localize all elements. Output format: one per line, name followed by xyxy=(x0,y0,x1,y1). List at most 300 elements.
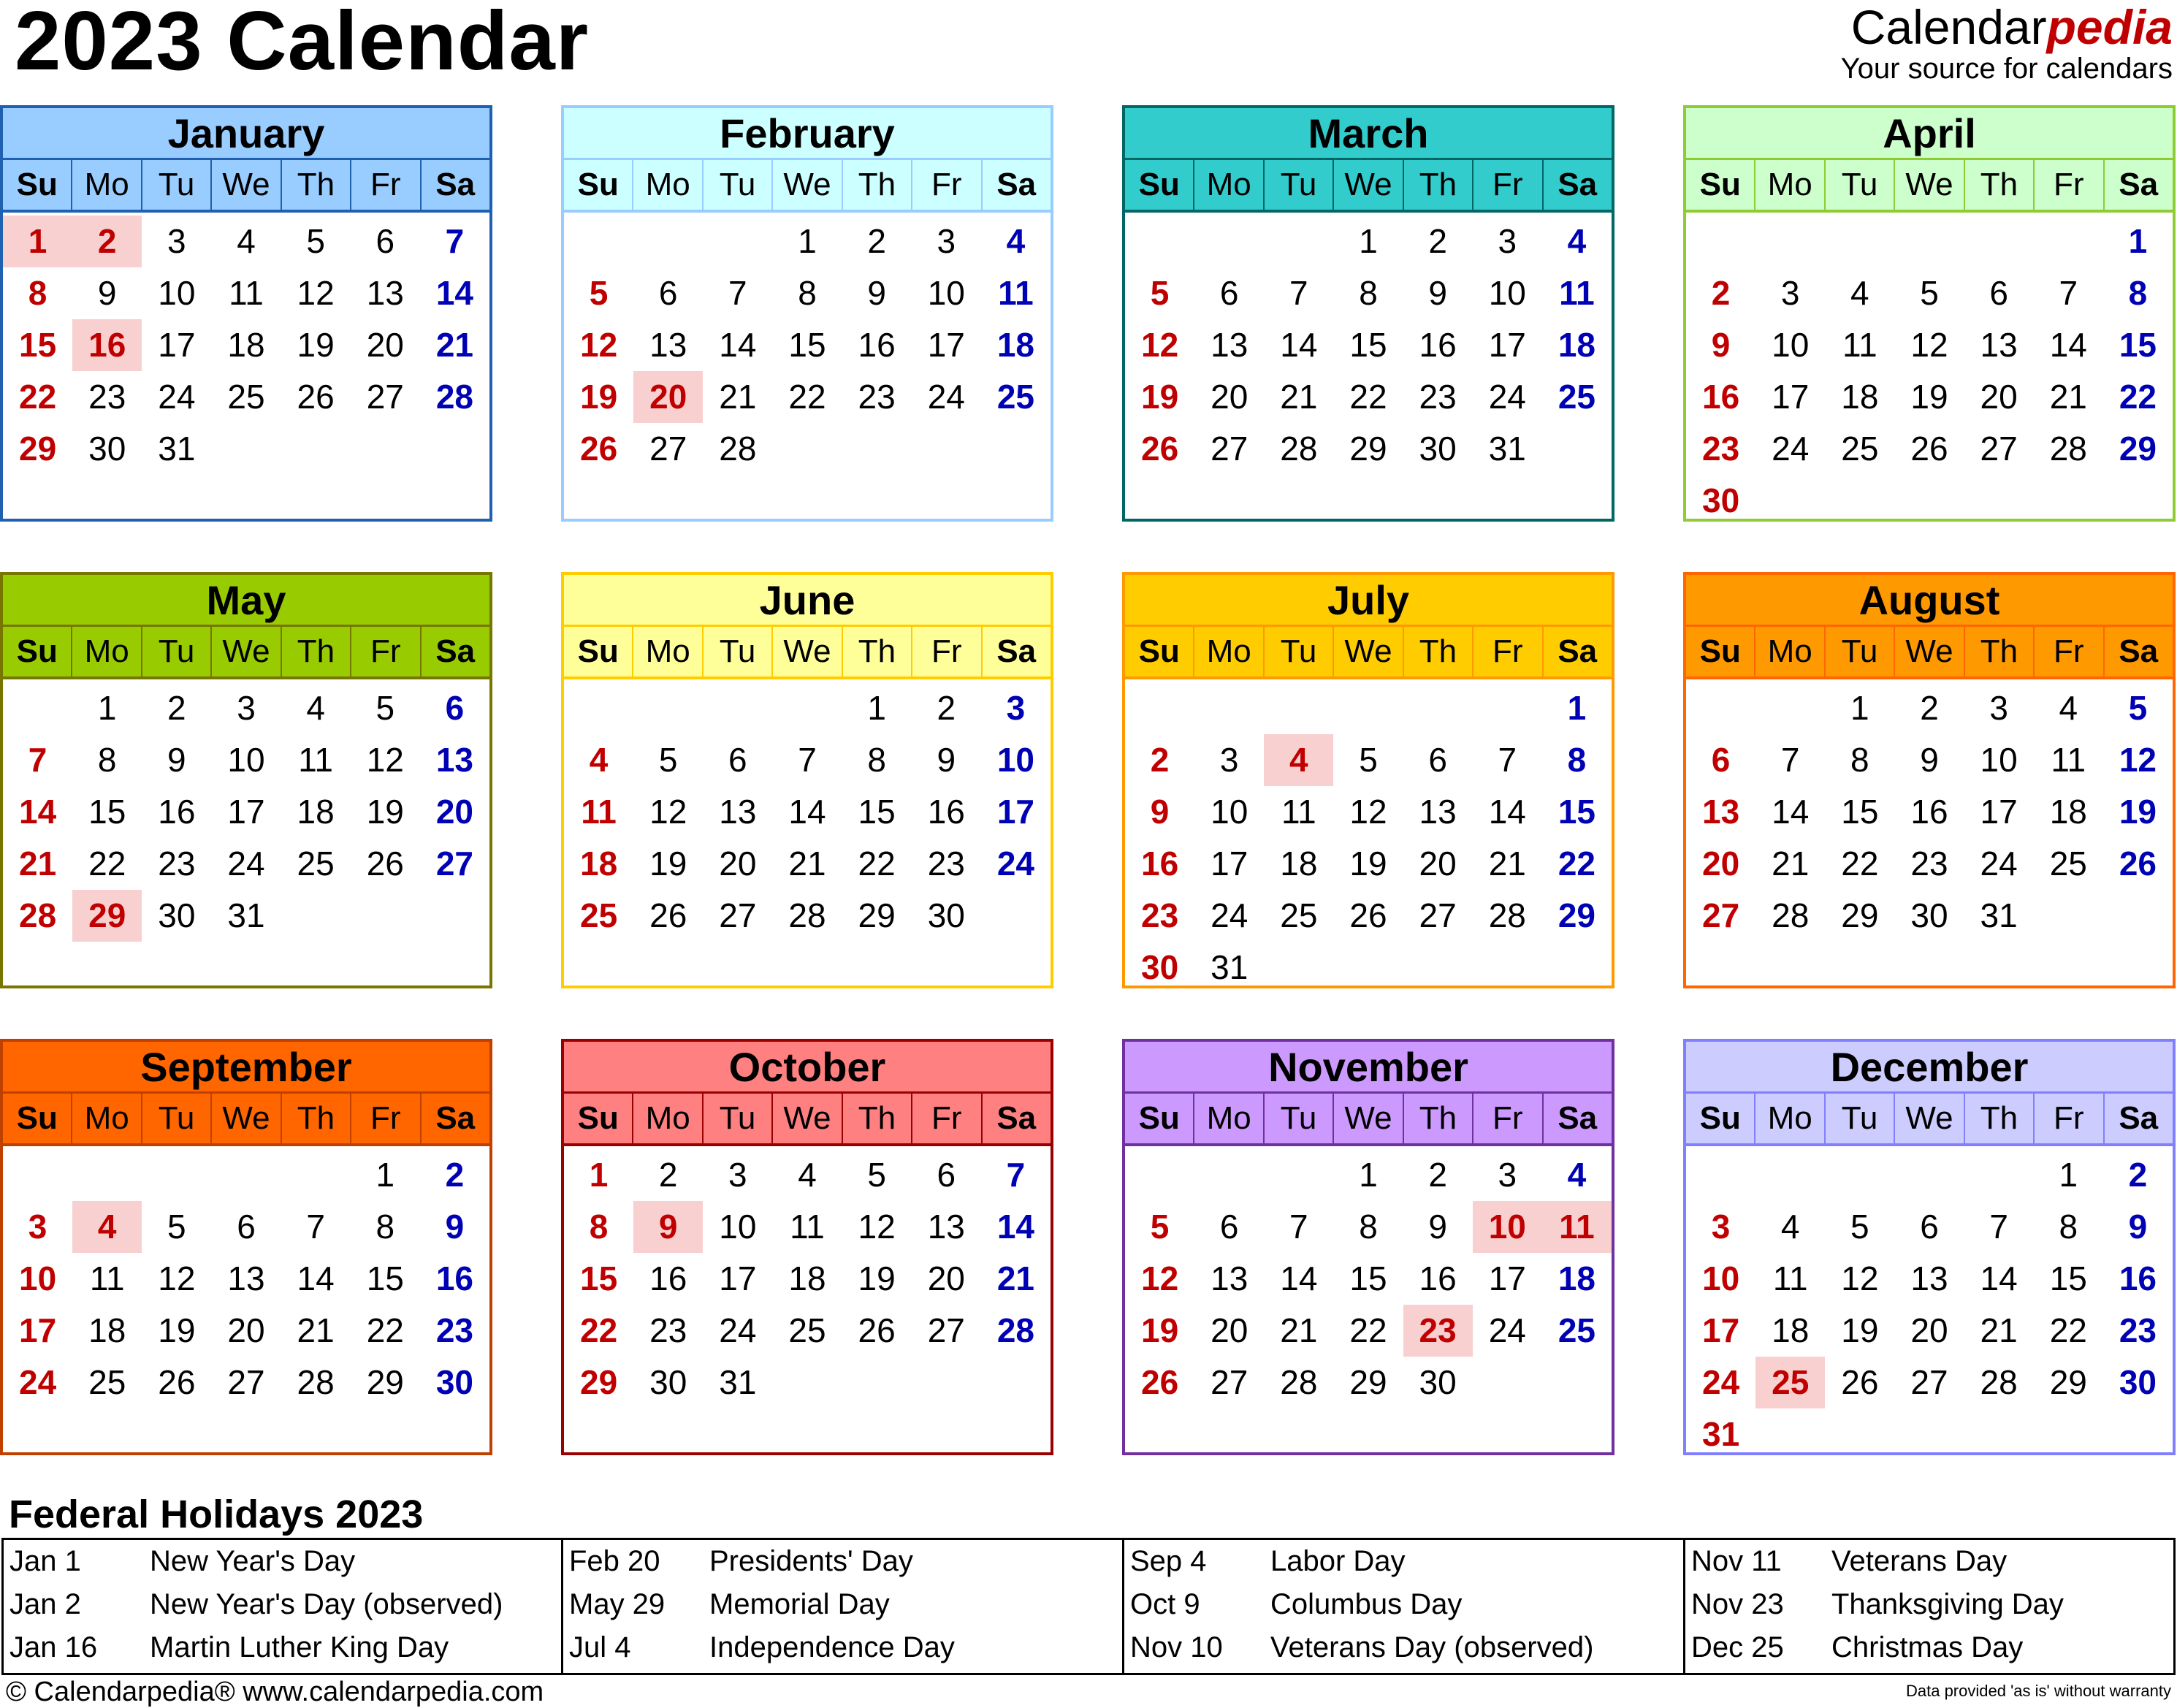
day-cell: 20 xyxy=(719,845,757,882)
empty-day-cell xyxy=(1264,216,1333,267)
day-cell: 17 xyxy=(1488,1259,1526,1297)
day-cell: 23 xyxy=(927,845,965,882)
day-cell: 11 xyxy=(2051,741,2086,779)
weekday-we: We xyxy=(1334,627,1403,676)
day-cell: 7 xyxy=(306,1208,325,1246)
day-cell: 31 xyxy=(1980,896,2018,934)
month-august xyxy=(1683,572,2176,988)
day-cell: 8 xyxy=(1359,1208,1378,1246)
month-title: May xyxy=(3,575,489,627)
day-cell: 18 xyxy=(88,1311,126,1349)
empty-day-cell xyxy=(1964,216,2034,267)
day-cell: 29 xyxy=(72,890,142,942)
holiday-column xyxy=(1124,1540,1685,1673)
day-cell: 8 xyxy=(375,1208,395,1246)
day-cell: 27 xyxy=(1419,896,1457,934)
day-cell: 2 xyxy=(167,689,186,727)
weekday-tu: Tu xyxy=(1826,1094,1895,1143)
empty-day-cell xyxy=(3,682,72,734)
day-cell: 1 xyxy=(1850,689,1869,727)
weekday-su: Su xyxy=(1125,1094,1194,1143)
day-cell: 3 xyxy=(728,1156,747,1194)
day-cell: 16 xyxy=(858,326,896,364)
empty-day-cell xyxy=(1894,1149,1964,1201)
holiday-date: Sep 4 xyxy=(1130,1545,1207,1577)
holiday-date: Jul 4 xyxy=(569,1631,631,1663)
day-cell: 17 xyxy=(996,793,1034,831)
day-cell: 25 xyxy=(1558,1311,1595,1349)
empty-day-cell xyxy=(1686,682,1755,734)
day-cell: 1 xyxy=(798,222,817,260)
day-cell: 29 xyxy=(2119,430,2157,468)
day-cell: 30 xyxy=(88,430,126,468)
weekday-th: Th xyxy=(843,1094,912,1143)
day-cell: 14 xyxy=(435,274,473,312)
day-cell: 9 xyxy=(633,1201,703,1253)
day-cell: 9 xyxy=(167,741,186,779)
weekday-su: Su xyxy=(1125,627,1194,676)
day-cell: 17 xyxy=(158,326,196,364)
day-cell: 3 xyxy=(237,689,256,727)
day-cell: 12 xyxy=(1910,326,1948,364)
day-cell: 9 xyxy=(1428,1208,1447,1246)
month-april xyxy=(1683,105,2176,522)
day-cell: 9 xyxy=(1920,741,1939,779)
day-cell: 20 xyxy=(633,371,703,423)
day-cell: 24 xyxy=(719,1311,757,1349)
weekday-tu: Tu xyxy=(1826,627,1895,676)
day-cell: 6 xyxy=(1989,274,2008,312)
day-cell: 19 xyxy=(158,1311,196,1349)
day-cell: 21 xyxy=(1280,378,1318,416)
day-cell: 25 xyxy=(788,1311,826,1349)
day-cell: 19 xyxy=(858,1259,896,1297)
day-cell: 30 xyxy=(435,1363,473,1401)
weekday-header-row xyxy=(564,1094,1051,1146)
day-cell: 16 xyxy=(158,793,196,831)
weekday-tu: Tu xyxy=(142,1094,212,1143)
day-cell: 3 xyxy=(1780,274,1800,312)
day-cell: 17 xyxy=(1701,1311,1740,1349)
days-grid xyxy=(564,679,1051,942)
weekday-sa: Sa xyxy=(435,1100,476,1136)
day-cell: 10 xyxy=(1701,1259,1740,1297)
day-cell: 5 xyxy=(1920,274,1939,312)
day-cell: 10 xyxy=(1210,793,1248,831)
month-march xyxy=(1122,105,1614,522)
day-cell: 20 xyxy=(1419,845,1457,882)
day-cell: 24 xyxy=(158,378,196,416)
day-cell: 30 xyxy=(2119,1363,2157,1401)
day-cell: 13 xyxy=(366,274,404,312)
page-title: 2023 Calendar xyxy=(15,0,590,88)
day-cell: 19 xyxy=(1140,378,1179,416)
month-title: June xyxy=(564,575,1051,627)
day-cell: 18 xyxy=(1772,1311,1810,1349)
weekday-mo: Mo xyxy=(72,627,142,676)
day-cell: 8 xyxy=(28,274,47,312)
weekday-fr: Fr xyxy=(2035,627,2104,676)
brand-name-plain: Calendar xyxy=(1850,0,2047,54)
day-cell: 7 xyxy=(1498,741,1517,779)
day-cell: 30 xyxy=(1419,1363,1457,1401)
holiday-row xyxy=(4,1583,561,1626)
day-cell: 1 xyxy=(97,689,117,727)
day-cell: 22 xyxy=(788,378,826,416)
weekday-mo: Mo xyxy=(633,627,703,676)
day-cell: 2 xyxy=(1150,741,1170,779)
days-grid xyxy=(1125,679,1612,994)
weekday-we: We xyxy=(1334,1094,1403,1143)
day-cell: 3 xyxy=(28,1208,47,1246)
weekday-header-row xyxy=(1125,160,1612,213)
day-cell: 10 xyxy=(1473,1201,1542,1253)
weekday-tu: Tu xyxy=(1826,160,1895,210)
day-cell: 20 xyxy=(366,326,404,364)
day-cell: 5 xyxy=(589,274,609,312)
day-cell: 26 xyxy=(1349,896,1387,934)
weekday-sa: Sa xyxy=(1558,1100,1598,1136)
day-cell: 21 xyxy=(2049,378,2087,416)
day-cell: 9 xyxy=(445,1208,465,1246)
empty-day-cell xyxy=(1194,216,1264,267)
day-cell: 24 xyxy=(1210,896,1248,934)
day-cell: 8 xyxy=(1850,741,1869,779)
day-cell: 27 xyxy=(366,378,404,416)
day-cell: 10 xyxy=(1488,274,1526,312)
empty-day-cell xyxy=(1264,682,1333,734)
weekday-fr: Fr xyxy=(1473,160,1543,210)
day-cell: 27 xyxy=(1701,896,1740,934)
day-cell: 30 xyxy=(927,896,965,934)
day-cell: 10 xyxy=(719,1208,757,1246)
holiday-row xyxy=(1124,1626,1683,1669)
day-cell: 22 xyxy=(18,378,57,416)
day-cell: 6 xyxy=(237,1208,256,1246)
day-cell: 12 xyxy=(858,1208,896,1246)
day-cell: 14 xyxy=(2049,326,2087,364)
day-cell: 28 xyxy=(1772,896,1810,934)
weekday-header-row xyxy=(564,627,1051,679)
day-cell: 16 xyxy=(435,1259,473,1297)
day-cell: 20 xyxy=(1910,1311,1948,1349)
day-cell: 20 xyxy=(227,1311,265,1349)
day-cell: 16 xyxy=(72,319,142,371)
day-cell: 28 xyxy=(297,1363,335,1401)
day-cell: 6 xyxy=(1219,1208,1239,1246)
day-cell: 14 xyxy=(719,326,757,364)
empty-day-cell xyxy=(3,1149,72,1201)
day-cell: 16 xyxy=(1419,326,1457,364)
day-cell: 30 xyxy=(649,1363,687,1401)
day-cell: 30 xyxy=(1140,948,1179,986)
day-cell: 11 xyxy=(998,274,1034,312)
day-cell: 20 xyxy=(1210,1311,1248,1349)
weekday-su: Su xyxy=(1686,1094,1755,1143)
day-cell: 11 xyxy=(790,1208,825,1246)
day-cell: 26 xyxy=(1841,1363,1879,1401)
day-cell: 13 xyxy=(1980,326,2018,364)
day-cell: 4 xyxy=(306,689,325,727)
day-cell: 19 xyxy=(297,326,335,364)
holiday-name: Martin Luther King Day xyxy=(150,1631,449,1663)
weekday-sa: Sa xyxy=(996,633,1037,669)
day-cell: 25 xyxy=(996,378,1034,416)
holiday-name: New Year's Day (observed) xyxy=(150,1588,503,1620)
days-grid xyxy=(1686,1146,2173,1460)
day-cell: 3 xyxy=(1989,689,2008,727)
day-cell: 6 xyxy=(1711,741,1731,779)
day-cell: 14 xyxy=(1488,793,1526,831)
day-cell: 28 xyxy=(1280,430,1318,468)
day-cell: 25 xyxy=(2049,845,2087,882)
empty-day-cell xyxy=(1755,682,1825,734)
day-cell: 1 xyxy=(589,1156,609,1194)
brand-logo[interactable] xyxy=(1841,0,2173,83)
day-cell: 24 xyxy=(1488,1311,1526,1349)
day-cell: 7 xyxy=(445,222,465,260)
holidays-title: Federal Holidays 2023 xyxy=(9,1492,424,1536)
empty-day-cell xyxy=(703,216,772,267)
day-cell: 22 xyxy=(2049,1311,2087,1349)
holiday-row xyxy=(4,1540,561,1583)
day-cell: 31 xyxy=(1488,430,1526,468)
empty-day-cell xyxy=(1194,1149,1264,1201)
holiday-date: Jan 16 xyxy=(9,1631,98,1663)
day-cell: 13 xyxy=(649,326,687,364)
day-cell: 13 xyxy=(1210,1259,1248,1297)
weekday-sa: Sa xyxy=(2119,633,2159,669)
day-cell: 15 xyxy=(858,793,896,831)
month-title: September xyxy=(3,1042,489,1094)
day-cell: 27 xyxy=(719,896,757,934)
day-cell: 29 xyxy=(2049,1363,2087,1401)
weekday-we: We xyxy=(1334,160,1403,210)
day-cell: 10 xyxy=(158,274,196,312)
day-cell: 30 xyxy=(1701,481,1740,519)
weekday-sa: Sa xyxy=(2119,1100,2159,1136)
day-cell: 6 xyxy=(1219,274,1239,312)
weekday-header-row xyxy=(3,627,489,679)
day-cell: 16 xyxy=(649,1259,687,1297)
weekday-fr: Fr xyxy=(912,1094,982,1143)
weekday-sa: Sa xyxy=(2119,167,2159,202)
day-cell: 15 xyxy=(2049,1259,2087,1297)
weekday-tu: Tu xyxy=(704,627,773,676)
day-cell: 30 xyxy=(1419,430,1457,468)
day-cell: 24 xyxy=(1488,378,1526,416)
day-cell: 18 xyxy=(1280,845,1318,882)
day-cell: 21 xyxy=(719,378,757,416)
weekday-su: Su xyxy=(564,160,633,210)
weekday-mo: Mo xyxy=(72,1094,142,1143)
day-cell: 4 xyxy=(237,222,256,260)
day-cell: 3 xyxy=(1219,741,1239,779)
day-cell: 8 xyxy=(798,274,817,312)
day-cell: 12 xyxy=(158,1259,196,1297)
empty-day-cell xyxy=(1825,216,1894,267)
day-cell: 2 xyxy=(658,1156,678,1194)
day-cell: 25 xyxy=(1558,378,1595,416)
day-cell: 2 xyxy=(1711,274,1731,312)
day-cell: 5 xyxy=(167,1208,186,1246)
month-february xyxy=(561,105,1053,522)
day-cell: 1 xyxy=(867,689,886,727)
day-cell: 6 xyxy=(658,274,678,312)
weekday-we: We xyxy=(212,160,281,210)
day-cell: 13 xyxy=(1701,793,1740,831)
weekday-tu: Tu xyxy=(1265,1094,1334,1143)
weekday-we: We xyxy=(212,1094,281,1143)
day-cell: 5 xyxy=(375,689,395,727)
day-cell: 14 xyxy=(1280,1259,1318,1297)
day-cell: 24 xyxy=(1980,845,2018,882)
day-cell: 12 xyxy=(1140,326,1179,364)
day-cell: 22 xyxy=(1841,845,1879,882)
weekday-su: Su xyxy=(1686,627,1755,676)
weekday-header-row xyxy=(3,160,489,213)
holiday-row xyxy=(1124,1583,1683,1626)
day-cell: 8 xyxy=(1567,741,1587,779)
month-october xyxy=(561,1039,1053,1455)
day-cell: 21 xyxy=(1280,1311,1318,1349)
month-title: April xyxy=(1686,108,2173,160)
day-cell: 28 xyxy=(1280,1363,1318,1401)
day-cell: 4 xyxy=(1567,1156,1587,1194)
month-title: October xyxy=(564,1042,1051,1094)
day-cell: 9 xyxy=(1150,793,1170,831)
weekday-we: We xyxy=(1895,1094,1964,1143)
month-november xyxy=(1122,1039,1614,1455)
empty-day-cell xyxy=(772,682,842,734)
day-cell: 15 xyxy=(579,1259,618,1297)
day-cell: 4 xyxy=(1850,274,1869,312)
day-cell: 17 xyxy=(227,793,265,831)
day-cell: 15 xyxy=(1349,1259,1387,1297)
day-cell: 13 xyxy=(1910,1259,1948,1297)
month-july xyxy=(1122,572,1614,988)
day-cell: 31 xyxy=(158,430,196,468)
empty-day-cell xyxy=(1403,682,1473,734)
day-cell: 21 xyxy=(1772,845,1810,882)
day-cell: 11 xyxy=(229,274,264,312)
day-cell: 1 xyxy=(1567,689,1587,727)
days-grid xyxy=(1686,679,2173,942)
day-cell: 8 xyxy=(97,741,117,779)
empty-day-cell xyxy=(1964,1149,2034,1201)
holiday-row xyxy=(1124,1540,1683,1583)
month-title: July xyxy=(1125,575,1612,627)
day-cell: 14 xyxy=(1280,326,1318,364)
weekday-th: Th xyxy=(1965,160,2035,210)
day-cell: 22 xyxy=(1558,845,1595,882)
weekday-header-row xyxy=(1125,1094,1612,1146)
day-cell: 5 xyxy=(306,222,325,260)
day-cell: 19 xyxy=(1140,1311,1179,1349)
day-cell: 19 xyxy=(579,378,618,416)
weekday-su: Su xyxy=(564,1094,633,1143)
month-december xyxy=(1683,1039,2176,1455)
day-cell: 14 xyxy=(297,1259,335,1297)
weekday-mo: Mo xyxy=(1755,1094,1825,1143)
day-cell: 14 xyxy=(1772,793,1810,831)
weekday-su: Su xyxy=(3,1094,72,1143)
day-cell: 23 xyxy=(2119,1311,2157,1349)
day-cell: 16 xyxy=(1701,378,1740,416)
day-cell: 29 xyxy=(366,1363,404,1401)
day-cell: 15 xyxy=(1841,793,1879,831)
day-cell: 5 xyxy=(1150,1208,1170,1246)
day-cell: 26 xyxy=(649,896,687,934)
weekday-mo: Mo xyxy=(72,160,142,210)
days-grid xyxy=(564,1146,1051,1408)
day-cell: 2 xyxy=(1428,222,1447,260)
weekday-we: We xyxy=(1895,627,1964,676)
weekday-su: Su xyxy=(1686,160,1755,210)
day-cell: 11 xyxy=(1542,1201,1612,1253)
day-cell: 27 xyxy=(649,430,687,468)
day-cell: 20 xyxy=(1980,378,2018,416)
day-cell: 29 xyxy=(1558,896,1595,934)
footer-copyright[interactable]: © Calendarpedia® www.calendarpedia.com xyxy=(6,1677,544,1707)
day-cell: 21 xyxy=(1488,845,1526,882)
month-title: January xyxy=(3,108,489,160)
day-cell: 25 xyxy=(88,1363,126,1401)
month-january xyxy=(0,105,492,522)
day-cell: 18 xyxy=(996,326,1034,364)
month-title: November xyxy=(1125,1042,1612,1094)
day-cell: 23 xyxy=(1910,845,1948,882)
weekday-su: Su xyxy=(3,160,72,210)
brand-name xyxy=(1841,0,2173,56)
day-cell: 28 xyxy=(18,896,57,934)
holiday-date: May 29 xyxy=(569,1588,666,1620)
holiday-column xyxy=(1685,1540,2177,1673)
day-cell: 10 xyxy=(1772,326,1810,364)
day-cell: 11 xyxy=(1281,793,1316,831)
day-cell: 25 xyxy=(297,845,335,882)
day-cell: 26 xyxy=(858,1311,896,1349)
holiday-row xyxy=(1685,1540,2177,1583)
day-cell: 16 xyxy=(1419,1259,1457,1297)
day-cell: 25 xyxy=(1755,1357,1825,1408)
weekday-fr: Fr xyxy=(2035,1094,2104,1143)
weekday-fr: Fr xyxy=(351,1094,421,1143)
day-cell: 12 xyxy=(366,741,404,779)
weekday-we: We xyxy=(773,1094,842,1143)
day-cell: 19 xyxy=(649,845,687,882)
weekday-header-row xyxy=(1686,1094,2173,1146)
day-cell: 9 xyxy=(1428,274,1447,312)
day-cell: 27 xyxy=(227,1363,265,1401)
day-cell: 9 xyxy=(1711,326,1731,364)
day-cell: 4 xyxy=(1264,734,1333,786)
weekday-header-row xyxy=(1686,160,2173,213)
day-cell: 3 xyxy=(1711,1208,1731,1246)
weekday-sa: Sa xyxy=(435,167,476,202)
day-cell: 20 xyxy=(1210,378,1248,416)
day-cell: 31 xyxy=(1701,1415,1740,1453)
brand-tagline: Your source for calendars xyxy=(1840,52,2173,85)
day-cell: 17 xyxy=(1488,326,1526,364)
day-cell: 7 xyxy=(1289,274,1308,312)
empty-day-cell xyxy=(281,1149,351,1201)
day-cell: 26 xyxy=(1140,1363,1179,1401)
day-cell: 22 xyxy=(1349,378,1387,416)
day-cell: 12 xyxy=(1140,1259,1179,1297)
weekday-we: We xyxy=(773,627,842,676)
weekday-sa: Sa xyxy=(435,633,476,669)
